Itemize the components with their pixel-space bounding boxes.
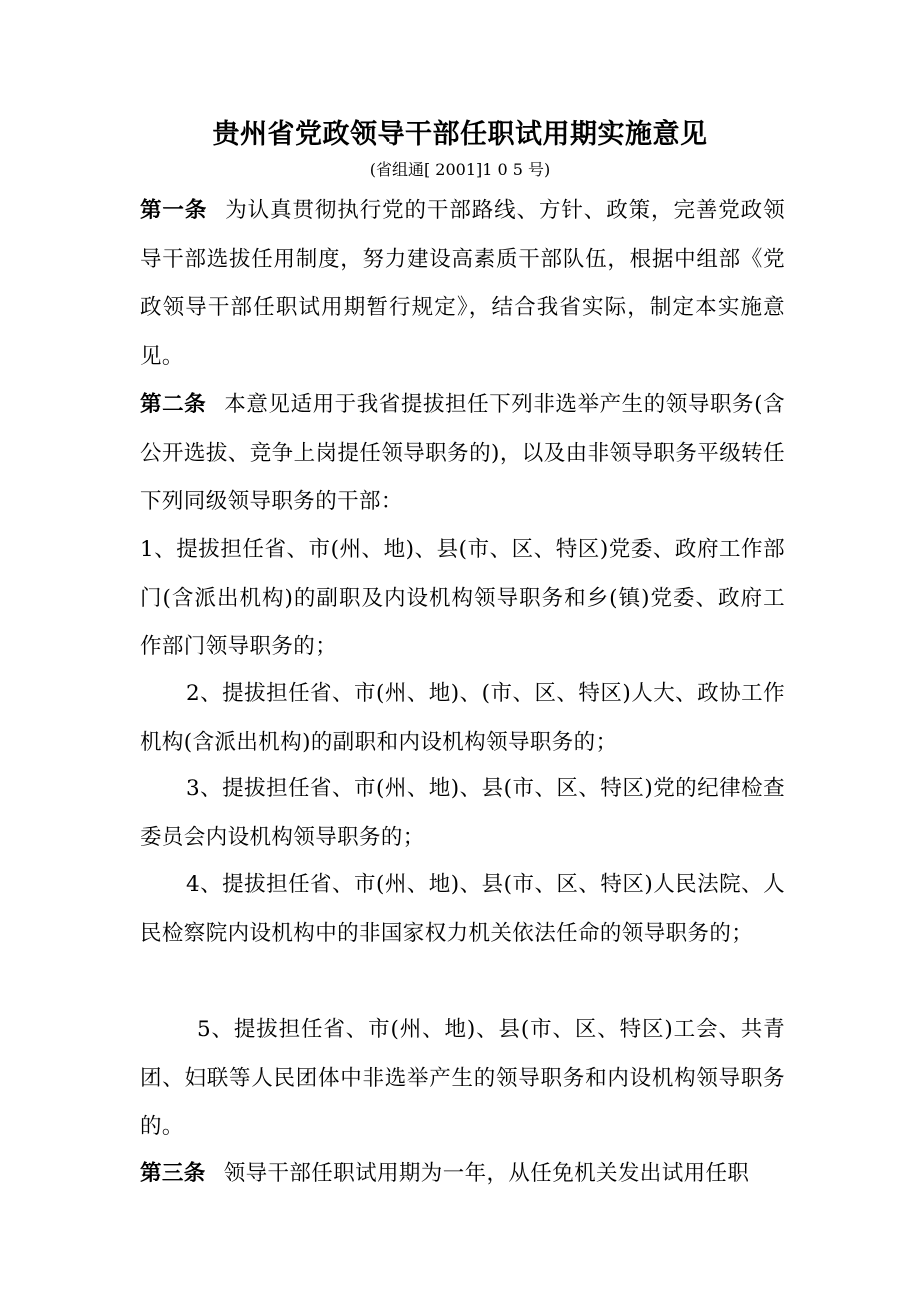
list-item-4: 4、提拔担任省、市(州、地)、县(市、区、特区)人民法院、人民检察院内设机构中的非国家权力机关依法任命的领导职务的； <box>140 872 785 946</box>
article-2-label: 第二条 <box>140 392 207 417</box>
list-item-1: 1、提拔担任省、市(州、地)、县(市、区、特区)党委、政府工作部门(含派出机构)的副职及内设机构领导职务和乡(镇)党委、政府工作部门领导职务的； <box>140 537 785 659</box>
document-number: (省组通[ 2001]1 0 5 号) <box>369 160 551 179</box>
article-3 <box>140 1150 785 1199</box>
list-item-3: 3、提拔担任省、市(州、地)、县(市、区、特区)党的纪律检查委员会内设机构领导职务的； <box>140 776 785 850</box>
article-3-label: 第三条 <box>140 1161 206 1186</box>
document-title: 贵州省党政领导干部任职试用期实施意见 <box>212 119 708 150</box>
list-item-5: 5、提拔担任省、市(州、地)、县(市、区、特区)工会、共青团、妇联等人民团体中非选举产生的领导职务和内设机构领导职务的。 <box>140 1017 785 1139</box>
article-1-text: 为认真贯彻执行党的干部路线、方针、政策，完善党政领导干部选拔任用制度，努力建设高素质干部队伍，根据中组部《党政领导干部任职试用期暂行规定》，结合我省实际，制定本实施意见。 <box>140 198 785 369</box>
article-1-label: 第一条 <box>140 198 208 223</box>
article-2-text: 本意见适用于我省提拔担任下列非选举产生的领导职务(含公开选拔、竞争上岗提任领导职务的)，以及由非领导职务平级转任下列同级领导职务的干部： <box>140 392 786 514</box>
article-1 <box>140 187 785 381</box>
article-2 <box>140 381 785 527</box>
list-item-2: 2、提拔担任省、市(州、地)、(市、区、特区)人大、政协工作机构(含派出机构)的副职和内设机构领导职务的； <box>140 681 785 755</box>
article-3-text: 领导干部任职试用期为一年，从任免机关发出试用任职 <box>223 1161 750 1186</box>
